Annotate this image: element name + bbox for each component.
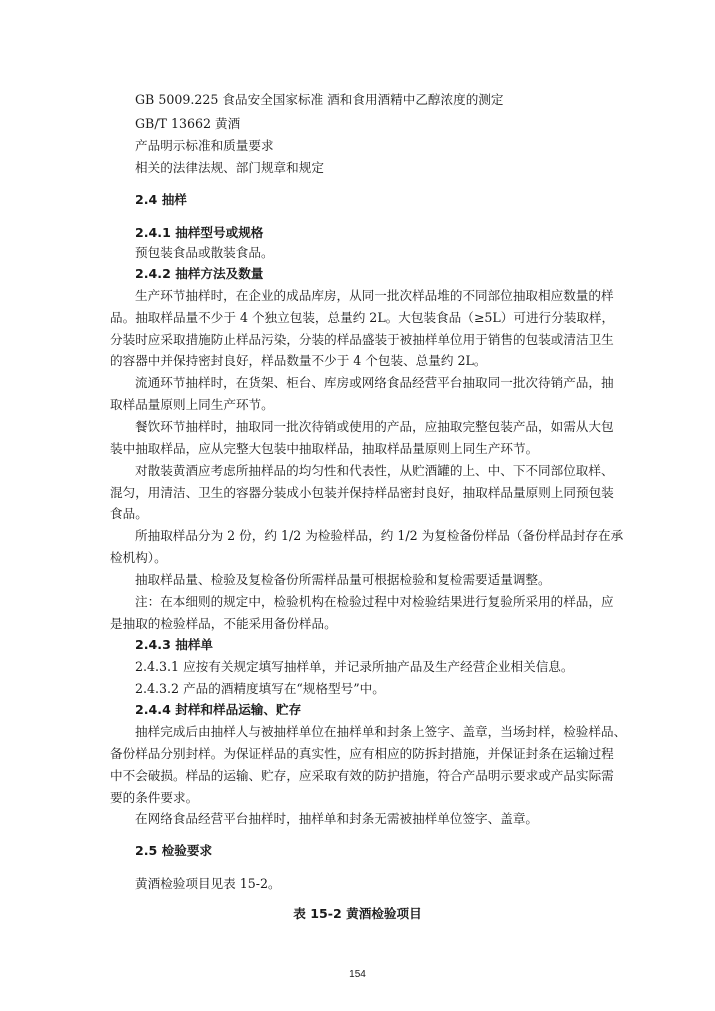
section-heading: 2.4 抽样	[135, 192, 187, 207]
paragraph-line: 抽样完成后由抽样人与被抽样单位在抽样单和封条上签字、盖章，当场封样，检验样品、	[135, 724, 627, 739]
subsection-heading: 2.4.3 抽样单	[135, 637, 214, 652]
paragraph-line: 备份样品分别封样。为保证样品的真实性，应有相应的防拆封措施，并保证封条在运输过程	[110, 746, 614, 761]
table-caption: 表 15-2 黄酒检验项目	[293, 906, 422, 921]
paragraph-line: 检机构）。	[110, 550, 167, 565]
paragraph: 黄酒检验项目见表 15-2。	[135, 876, 281, 891]
reference-line: GB/T 13662 黄酒	[135, 116, 241, 131]
paragraph-line: 的容器中并保持密封良好，样品数量不少于 4 个包装、总量约 2L。	[110, 353, 487, 368]
paragraph-line: 食品。	[110, 506, 148, 521]
paragraph-line: 品。抽取样品量不少于 4 个独立包装，总量约 2L。大包装食品（≥5L）可进行分装取样，	[110, 310, 615, 325]
paragraph: 在网络食品经营平台抽样时，抽样单和封条无需被抽样单位签字、盖章。	[135, 811, 538, 826]
paragraph-line: 所抽取样品分为 2 份，约 1/2 为检验样品，约 1/2 为复检备份样品（备份样品封存在承	[135, 528, 624, 543]
note-line: 是抽取的检验样品，不能采用备份样品。	[110, 616, 337, 631]
subsection-heading: 2.4.2 抽样方法及数量	[135, 266, 264, 281]
paragraph-line: 混匀，用清洁、卫生的容器分装成小包装并保持样品密封良好，抽取样品量原则上同预包装	[110, 485, 614, 500]
subsection-heading: 2.4.1 抽样型号或规格	[135, 225, 264, 240]
paragraph: 预包装食品或散装食品。	[135, 245, 274, 260]
subsection-heading: 2.4.4 封样和样品运输、贮存	[135, 702, 302, 717]
paragraph-line: 装中抽取样品，应从完整大包装中抽取样品，抽取样品量原则上同生产环节。	[110, 441, 539, 456]
paragraph-line: 取样品量原则上同生产环节。	[110, 397, 274, 412]
note-line: 注：在本细则的规定中，检验机构在检验过程中对检验结果进行复验所采用的样品，应	[135, 594, 614, 609]
paragraph: 抽取样品量、检验及复检备份所需样品量可根据检验和复检需要适量调整。	[135, 572, 551, 587]
paragraph-line: 流通环节抽样时，在货架、柜台、库房或网络食品经营平台抽取同一批次待销产品，抽	[135, 375, 614, 390]
paragraph: 2.4.3.1 应按有关规定填写抽样单，并记录所抽产品及生产经营企业相关信息。	[135, 659, 574, 674]
reference-line: GB 5009.225 食品安全国家标准 酒和食用酒精中乙醇浓度的测定	[135, 92, 504, 107]
paragraph-line: 分装时应采取措施防止样品污染，分装的样品盛装于被抽样单位用于销售的包装或清洁卫生	[110, 332, 614, 347]
paragraph-line: 对散装黄酒应考虑所抽样品的均匀性和代表性，从贮酒罐的上、中、下不同部位取样、	[135, 463, 614, 478]
paragraph: 2.4.3.2 产品的酒精度填写在“规格型号”中。	[135, 681, 385, 696]
paragraph-line: 要的条件要求。	[110, 790, 199, 805]
reference-line: 相关的法律法规、部门规章和规定	[135, 160, 324, 175]
paragraph-line: 中不会破损。样品的运输、贮存，应采取有效的防护措施，符合产品明示要求或产品实际需	[110, 768, 614, 783]
page-number: 154	[349, 969, 366, 980]
paragraph-line: 餐饮环节抽样时，抽取同一批次待销或使用的产品，应抽取完整包装产品，如需从大包	[135, 419, 614, 434]
reference-line: 产品明示标准和质量要求	[135, 138, 274, 153]
paragraph-line: 生产环节抽样时，在企业的成品库房，从同一批次样品堆的不同部位抽取相应数量的样	[135, 288, 614, 303]
section-heading: 2.5 检验要求	[135, 843, 213, 858]
